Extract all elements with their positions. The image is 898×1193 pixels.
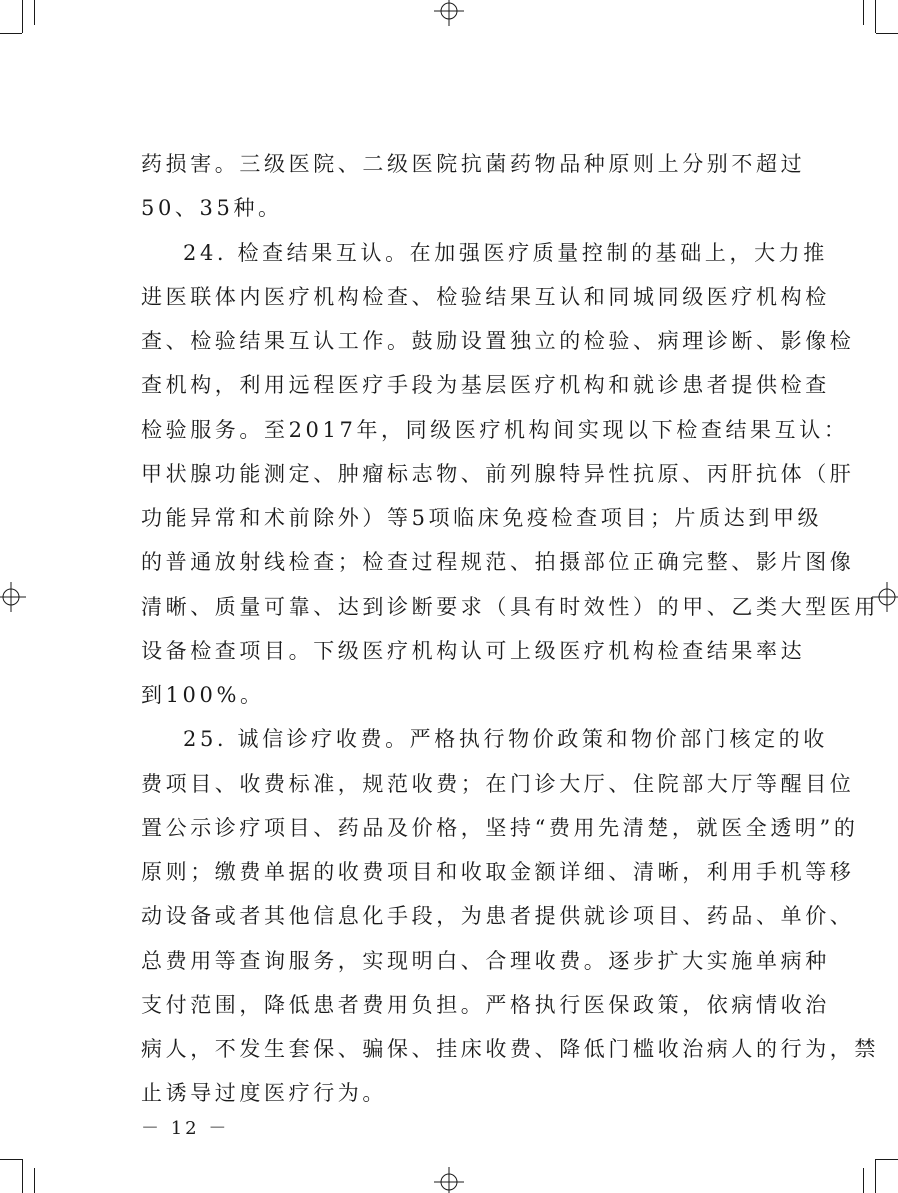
text-line: 支付范围，降低患者费用负担。严格执行医保政策，依病情收治: [141, 993, 830, 1017]
crop-mark-top-left-v1: [22, 0, 23, 33]
text-line: 的普通放射线检查；检查过程规范、拍摄部位正确完整、影片图像: [141, 550, 855, 574]
text-line: 清晰、质量可靠、达到诊断要求（具有时效性）的甲、乙类大型医用: [141, 595, 879, 619]
registration-mark-top-icon: [434, 0, 464, 30]
text-line: 50、35种。: [141, 196, 283, 220]
text-line: 费项目、收费标准，规范收费；在门诊大厅、住院部大厅等醒目位: [141, 772, 855, 796]
registration-mark-left-icon: [0, 582, 30, 612]
text-line: 到100%。: [141, 683, 265, 707]
crop-mark-top-left-h: [0, 33, 22, 34]
text-line: 原则；缴费单据的收费项目和收取金额详细、清晰，利用手机等移: [141, 860, 855, 884]
crop-mark-top-left-v2: [34, 0, 35, 25]
crop-mark-bottom-left-h: [0, 1159, 22, 1160]
text-line: 止诱导过度医疗行为。: [141, 1081, 387, 1105]
text-line: 动设备或者其他信息化手段，为患者提供就诊项目、药品、单价、: [141, 904, 855, 928]
crop-mark-top-right-v1: [875, 0, 876, 33]
text-line: 功能异常和术前除外）等5项临床免疫检查项目；片质达到甲级: [141, 506, 823, 530]
page-number: － 12 －: [141, 1118, 230, 1139]
registration-mark-bottom-icon: [434, 1163, 464, 1193]
text-line: 总费用等查询服务，实现明白、合理收费。逐步扩大实施单病种: [141, 949, 830, 973]
text-line: 检验服务。至2017年，同级医疗机构间实现以下检查结果互认：: [141, 418, 849, 442]
text-line: 进医联体内医疗机构检查、检验结果互认和同城同级医疗机构检: [141, 285, 830, 309]
text-line: 24. 检查结果互认。在加强医疗质量控制的基础上，大力推: [183, 241, 828, 265]
text-line: 查机构，利用远程医疗手段为基层医疗机构和就诊患者提供检查: [141, 373, 830, 397]
crop-mark-bottom-right-v2: [863, 1168, 864, 1193]
text-line: 病人，不发生套保、骗保、挂床收费、降低门槛收治病人的行为，禁: [141, 1037, 879, 1061]
text-line: 25. 诚信诊疗收费。严格执行物价政策和物价部门核定的收: [183, 727, 828, 751]
text-line: 甲状腺功能测定、肿瘤标志物、前列腺特异性抗原、丙肝抗体（肝: [141, 462, 855, 486]
crop-mark-top-right-v2: [863, 0, 864, 25]
crop-mark-bottom-right-v1: [875, 1159, 876, 1193]
crop-mark-bottom-left-v2: [34, 1168, 35, 1193]
text-line: 查、检验结果互认工作。鼓励设置独立的检验、病理诊断、影像检: [141, 329, 855, 353]
text-line: 药损害。三级医院、二级医院抗菌药物品种原则上分别不超过: [141, 152, 806, 176]
crop-mark-bottom-left-v1: [22, 1159, 23, 1193]
text-line: 设备检查项目。下级医疗机构认可上级医疗机构检查结果率达: [141, 639, 806, 663]
text-line: 置公示诊疗项目、药品及价格，坚持“费用先清楚，就医全透明”的: [141, 816, 859, 840]
crop-mark-top-right-h: [876, 33, 898, 34]
crop-mark-bottom-right-h: [876, 1159, 898, 1160]
